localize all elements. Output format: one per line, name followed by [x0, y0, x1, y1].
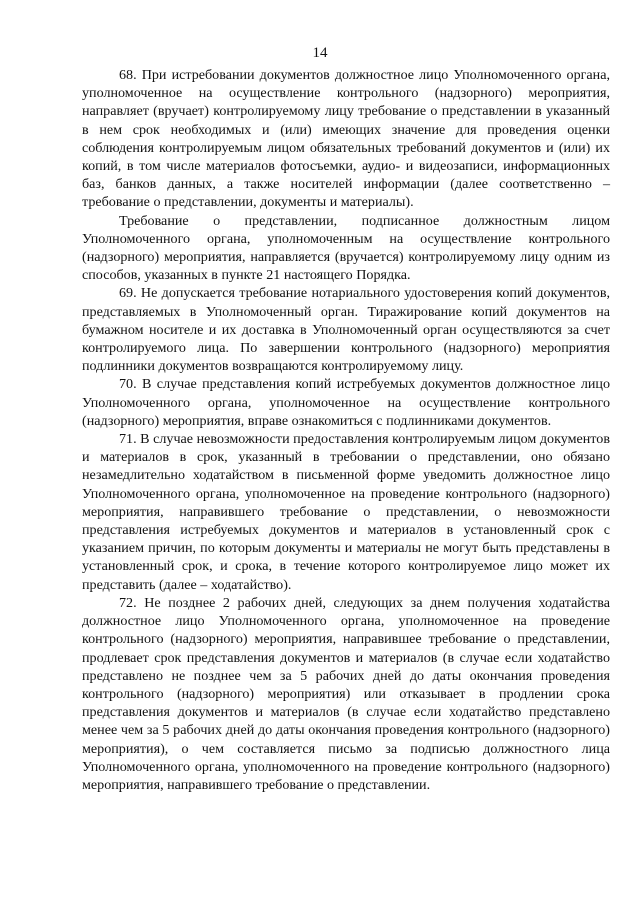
paragraph-68: 68. При истребовании документов должностное лицо Уполномоченного органа, уполномоченное на осуществление контрольного (надзорного) мероприятия, направляет (вручает) контролируемому лицу требование о представлении в указанный в нем срок необходимых и (или) имеющих значение для проведения оценки соблюдения контролируемым лицом обязательных требований документов и (или) их копий, в том числе материалов фотосъемки, аудио- и видеозаписи, информационных баз, банков данных, а также носителей информации (далее соответственно – требование о представлении, документы и материалы). [82, 67, 610, 211]
paragraph-68-continued: Требование о представлении, подписанное должностным лицом Уполномоченного органа, уполномоченным на осуществление контрольного (надзорного) мероприятия, направляется (вручается) контролируемому лицу одним из способов, указанных в пункте 21 настоящего Порядка. [82, 212, 610, 284]
page-number: 14 [312, 45, 328, 61]
paragraph-71: 71. В случае невозможности предоставления контролируемым лицом документов и материалов в срок, указанный в требовании о представлении, оно обязано незамедлительно ходатайством в письменной форме уведомить должностное лицо Уполномоченного органа, уполномоченное на проведение контрольного (надзорного) мероприятия, направившего требование о представлении, о невозможности представления истребуемых документов и материалов в установленный срок с указанием причин, по которым документы и материалы не могут быть представлены в установленный срок, и срока, в течение которого контролируемое лицо может их представить (далее – ходатайство). [82, 431, 610, 593]
paragraph-72: 72. Не позднее 2 рабочих дней, следующих за днем получения ходатайства должностное лицо Уполномоченного органа, уполномоченное на проведение контрольного (надзорного) мероприятия, направившее требование о представлении, продлевает срок представления документов и материалов (в случае если ходатайство представлено не позднее чем за 5 рабочих дней до даты окончания проведения контрольного (надзорного) мероприятия) или отказывает в продлении срока представления документов и материалов (в случае если ходатайство представлено менее чем за 5 рабочих дней до даты окончания проведения контрольного (надзорного) мероприятия), о чем составляется письмо за подписью должностного лица Уполномоченного органа, уполномоченного на проведение контрольного (надзорного) мероприятия, направившего требование о представлении. [82, 594, 610, 793]
paragraph-70: 70. В случае представления копий истребуемых документов должностное лицо Уполномоченного органа, уполномоченное на осуществление контрольного (надзорного) мероприятия, вправе ознакомиться с подлинниками документов. [82, 376, 610, 429]
paragraph-69: 69. Не допускается требование нотариального удостоверения копий документов, представляемых в Уполномоченный орган. Тиражирование копий документов на бумажном носителе и их доставка в Уполномоченный орган осуществляются за счет контролируемого лица. По завершении контрольного (надзорного) мероприятия подлинники документов возвращаются контролируемому лицу. [82, 285, 610, 375]
document-body [82, 66, 610, 794]
